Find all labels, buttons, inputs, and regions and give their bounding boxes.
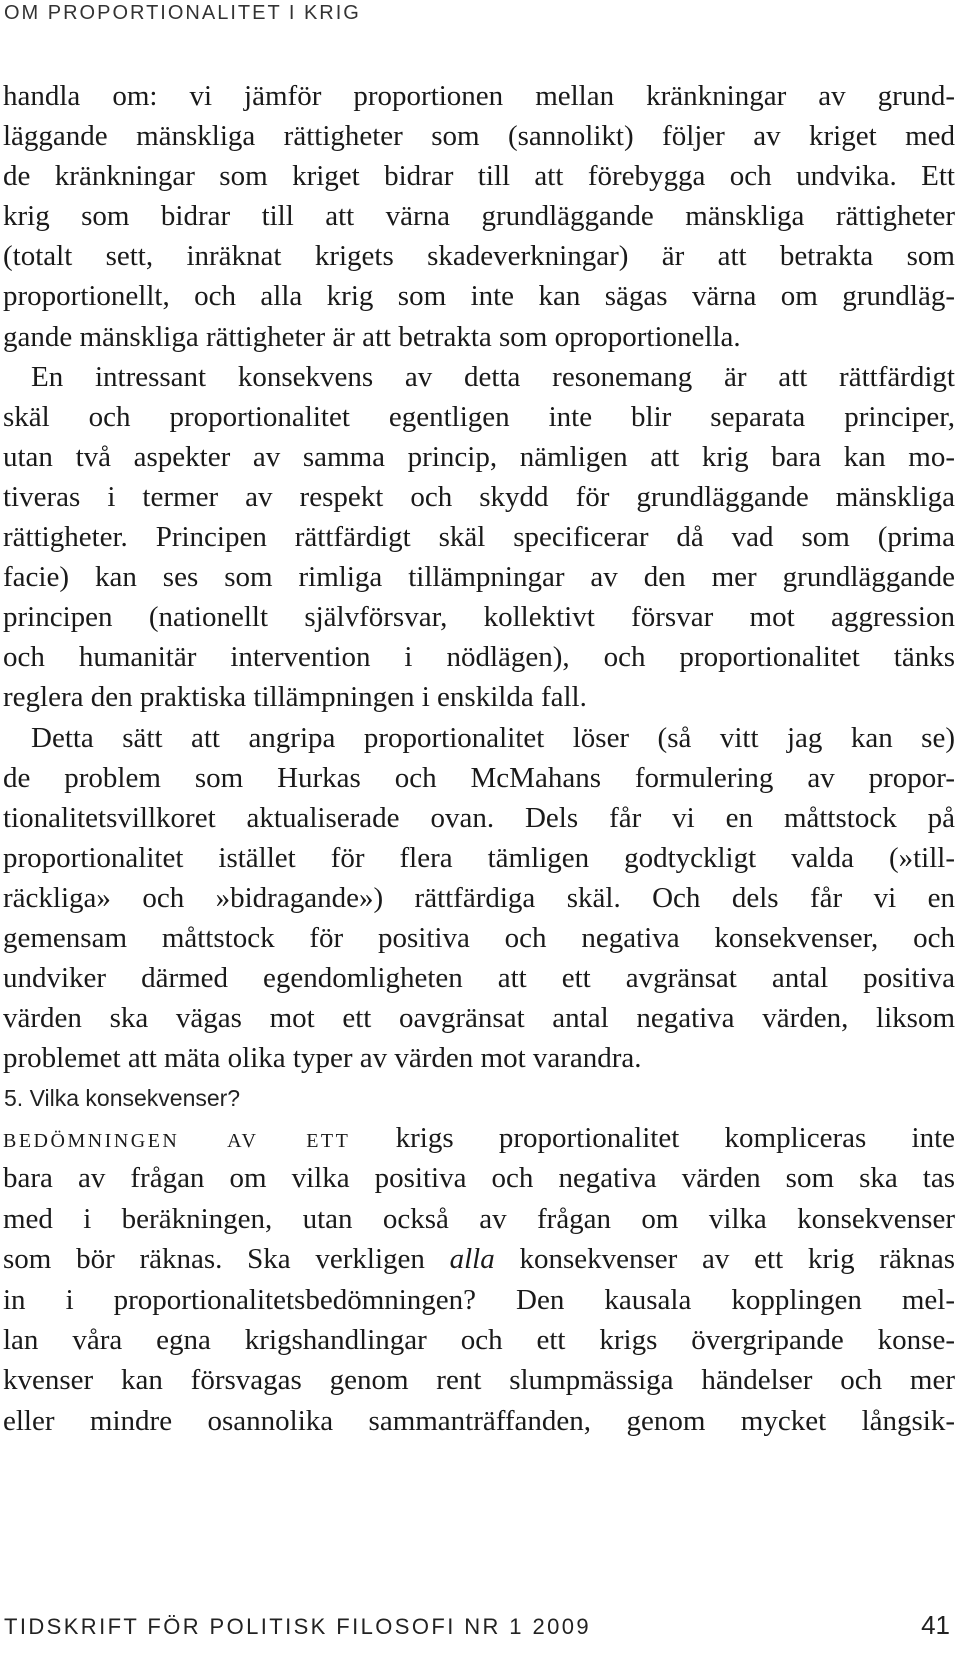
text-line-with-emphasis <box>3 1239 955 1279</box>
text-line: tiveras i termer av respekt och skydd för grundläggande mänskliga <box>3 480 955 513</box>
text-fragment: krigs proportionalitet kompliceras inte <box>350 1122 955 1154</box>
text-line: utan två aspekter av samma princip, nämligen att krig bara kan mo- <box>3 440 955 473</box>
text-line: En intressant konsekvens av detta resonemang är att rättfärdigt <box>31 360 955 393</box>
text-line: principen (nationellt självförsvar, kollektivt försvar mot aggression <box>3 601 955 634</box>
text-line: (totalt sett, inräknat krigets skadeverkningar) är att betrakta som <box>3 240 955 273</box>
text-line: reglera den praktiska tillämpningen i enskilda fall. <box>3 681 587 714</box>
text-line: de problem som Hurkas och McMahans formulering av propor- <box>3 761 955 794</box>
text-line: och humanitär intervention i nödlägen), och proportionalitet tänks <box>3 641 955 674</box>
text-line: kvenser kan försvagas genom rent slumpmässiga händelser och mer <box>3 1364 955 1397</box>
text-line: krig som bidrar till att värna grundläggande mänskliga rättigheter <box>3 200 955 233</box>
running-head: OM PROPORTIONALITET I KRIG <box>4 2 361 24</box>
text-fragment: som bör räknas. Ska verkligen <box>3 1243 450 1276</box>
section-heading: 5. Vilka konsekvenser? <box>4 1085 241 1111</box>
text-line: gande mänskliga rättigheter är att betrakta som oproportionella. <box>3 320 741 353</box>
page-number: 41 <box>921 1610 950 1640</box>
paragraph-2 <box>3 357 955 718</box>
text-line: handla om: vi jämför proportionen mellan kränkningar av grund- <box>3 80 955 112</box>
section-text <box>3 1118 955 1441</box>
body-text <box>3 76 955 1078</box>
text-line: skäl och proportionalitet egentligen inte blir separata principer, <box>3 400 955 433</box>
paragraph-1 <box>3 76 955 357</box>
text-line: eller mindre osannolika sammanträffanden, genom mycket långsik- <box>3 1404 955 1437</box>
emphasis: alla <box>449 1243 495 1276</box>
text-line: proportionellt, och alla krig som inte kan sägas värna om grundläg- <box>3 280 955 313</box>
text-line: de kränkningar som kriget bidrar till att förebygga och undvika. Ett <box>3 160 955 193</box>
text-line: proportionalitet istället för flera tämligen godtyckligt valda (»till- <box>3 841 955 874</box>
smallcaps-opening: bedömningen av ett <box>3 1122 351 1154</box>
text-line: facie) kan ses som rimliga tillämpningar av den mer grundläggande <box>3 561 955 594</box>
text-line: rättigheter. Principen rättfärdigt skäl specificerar då vad som (prima <box>3 521 955 554</box>
text-line: gemensam måttstock för positiva och negativa konsekvenser, och <box>3 921 955 954</box>
text-line: läggande mänskliga rättigheter som (sannolikt) följer av kriget med <box>3 120 955 153</box>
text-line: räckliga» och »bidragande») rättfärdiga skäl. Och dels får vi en <box>3 881 955 914</box>
paragraph-3 <box>3 718 955 1079</box>
text-line: lan våra egna krigshandlingar och ett krigs övergripande konse- <box>3 1323 955 1356</box>
text-line: in i proportionalitetsbedömningen? Den kausala kopplingen mel- <box>3 1283 955 1316</box>
text-line-indented <box>3 357 955 397</box>
footer-journal-title: TIDSKRIFT FÖR POLITISK FILOSOFI NR 1 2009 <box>4 1614 591 1639</box>
text-line: bara av frågan om vilka positiva och negativa värden som ska tas <box>3 1162 955 1195</box>
text-line: undviker därmed egendomligheten att ett avgränsat antal positiva <box>3 962 955 995</box>
text-fragment: konsekvenser av ett krig räknas <box>494 1243 955 1276</box>
text-line: problemet att mäta olika typer av värden mot varandra. <box>3 1042 642 1075</box>
text-line: Detta sätt att angripa proportionalitet löser (så vitt jag kan se) <box>31 721 955 754</box>
text-line: med i beräkningen, utan också av frågan om vilka konsekvenser <box>3 1202 955 1235</box>
section-first-line <box>3 1118 955 1158</box>
text-line: värden ska vägas mot ett oavgränsat antal negativa värden, liksom <box>3 1002 955 1035</box>
text-line-indented <box>3 718 955 758</box>
text-line: tionalitetsvillkoret aktualiserade ovan. Dels får vi en måttstock på <box>3 801 955 834</box>
